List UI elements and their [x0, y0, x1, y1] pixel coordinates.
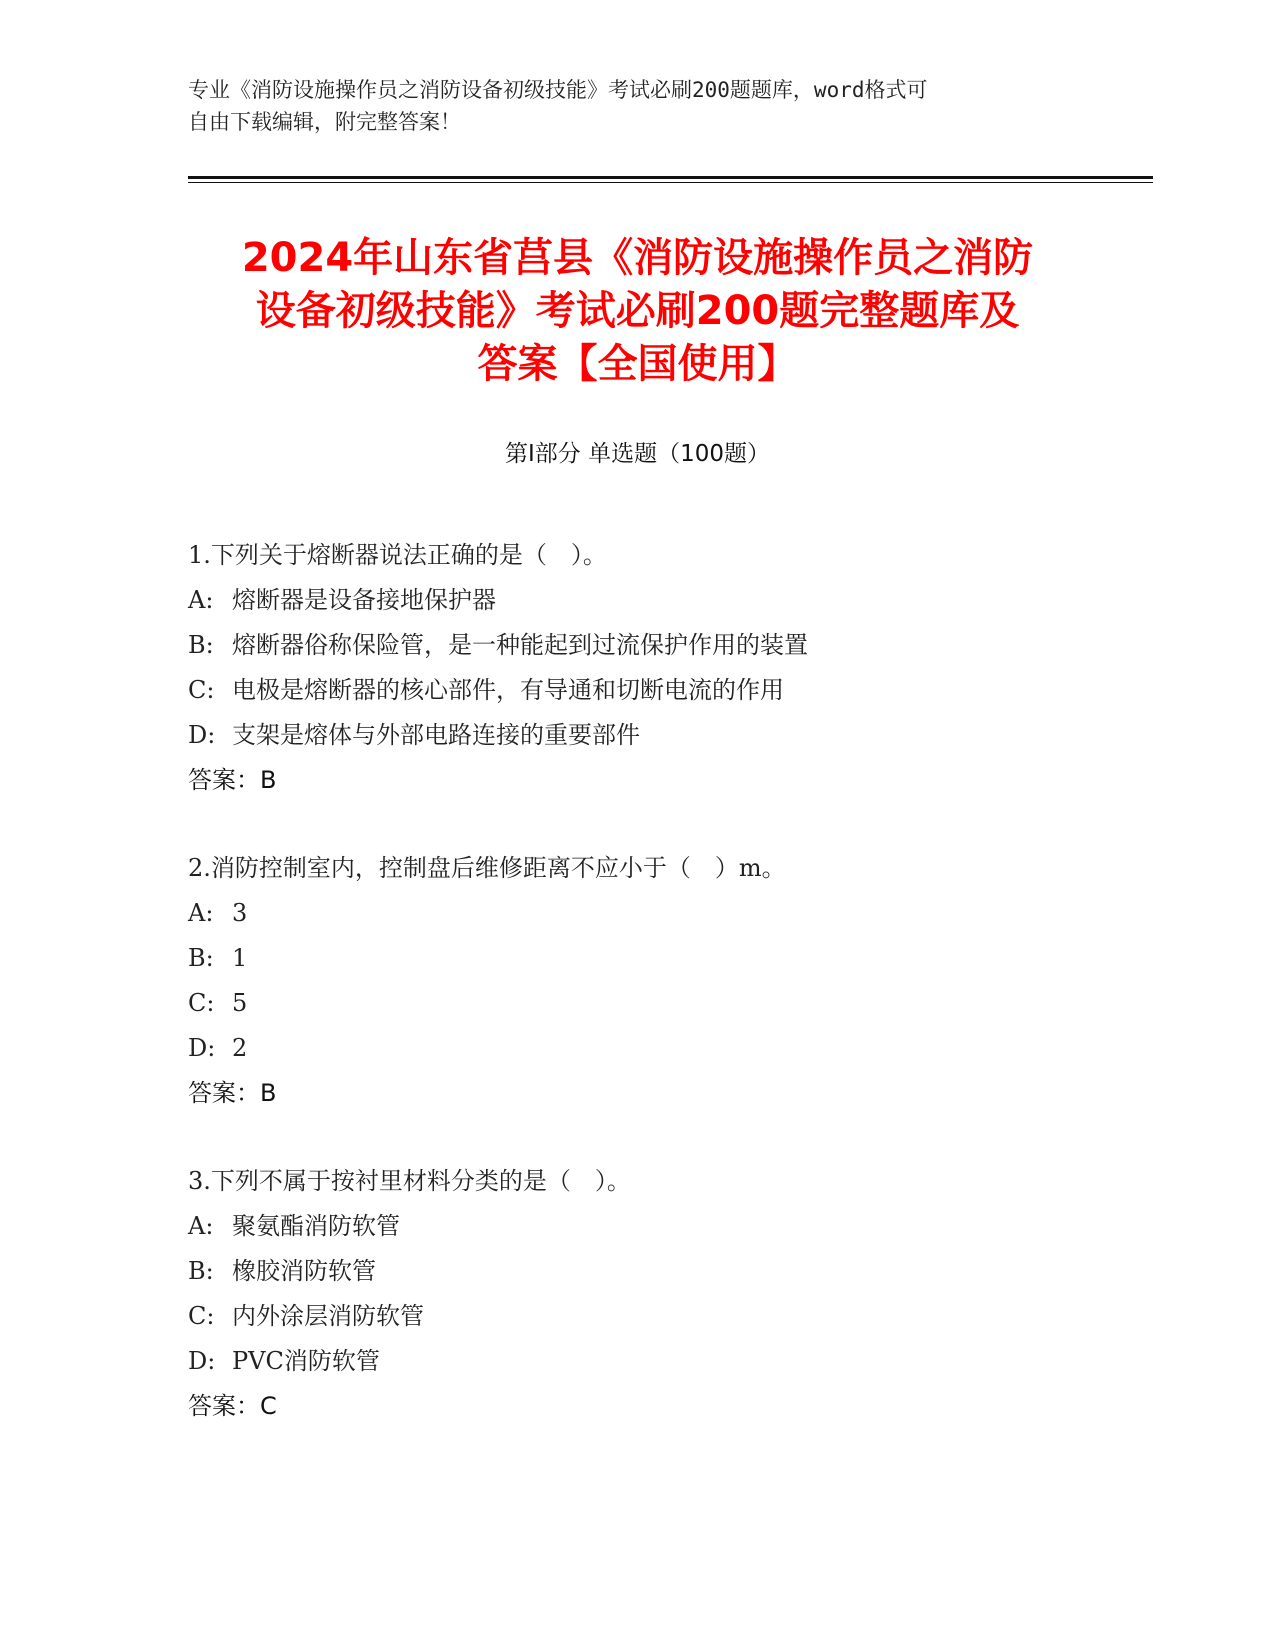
- answer-line: 答案：C: [188, 1392, 277, 1420]
- answer-line: 答案：B: [188, 1079, 277, 1107]
- option-c: [188, 668, 1148, 713]
- option-label: B:: [188, 944, 214, 972]
- question-2: [188, 846, 1148, 1116]
- answer-line: 答案：B: [188, 766, 277, 794]
- option-text: 橡胶消防软管: [232, 1257, 376, 1285]
- option-d: [188, 1339, 1148, 1384]
- question-1: [188, 533, 1148, 803]
- option-b: [188, 623, 1148, 668]
- option-text: 聚氨酯消防软管: [232, 1212, 400, 1240]
- option-a: [188, 578, 1148, 623]
- option-label: D:: [188, 721, 216, 749]
- title-line-3: 答案【全国使用】: [477, 341, 798, 387]
- option-label: C:: [188, 989, 215, 1017]
- question-stem: 2.消防控制室内，控制盘后维修距离不应小于（ ）m。: [188, 854, 786, 882]
- section-title: 第I部分 单选题（100题）: [505, 441, 770, 467]
- option-label: A:: [188, 899, 214, 927]
- option-label: D:: [188, 1347, 216, 1375]
- document-title: [150, 232, 1125, 391]
- option-text: 1: [232, 944, 248, 972]
- option-d: [188, 1026, 1148, 1071]
- option-label: B:: [188, 1257, 214, 1285]
- option-text: 熔断器是设备接地保护器: [232, 586, 496, 614]
- option-text: 熔断器俗称保险管，是一种能起到过流保护作用的装置: [232, 631, 808, 659]
- option-text: 3: [232, 899, 248, 927]
- option-label: A:: [188, 1212, 214, 1240]
- header-note: [188, 74, 1068, 138]
- option-a: [188, 1204, 1148, 1249]
- question-3: [188, 1159, 1148, 1429]
- option-c: [188, 1294, 1148, 1339]
- option-label: A:: [188, 586, 214, 614]
- option-label: B:: [188, 631, 214, 659]
- question-stem: 3.下列不属于按衬里材料分类的是（ ）。: [188, 1167, 631, 1195]
- option-b: [188, 1249, 1148, 1294]
- option-text: 5: [232, 989, 248, 1017]
- question-stem: 1.下列关于熔断器说法正确的是（ ）。: [188, 541, 607, 569]
- title-line-2: 设备初级技能》考试必刷200题完整题库及: [255, 288, 1020, 334]
- option-label: C:: [188, 1302, 215, 1330]
- question-list: [188, 533, 1148, 1472]
- option-b: [188, 936, 1148, 981]
- option-label: D:: [188, 1034, 216, 1062]
- option-text: 支架是熔体与外部电路连接的重要部件: [232, 721, 640, 749]
- option-text: 2: [232, 1034, 248, 1062]
- option-label: C:: [188, 676, 215, 704]
- option-a: [188, 891, 1148, 936]
- option-text: 电极是熔断器的核心部件，有导通和切断电流的作用: [232, 676, 784, 704]
- option-text: 内外涂层消防软管: [232, 1302, 424, 1330]
- header-note-line-2: 自由下载编辑，附完整答案！: [188, 110, 461, 134]
- option-d: [188, 713, 1148, 758]
- header-divider-thin: [188, 182, 1153, 183]
- title-line-1: 2024年山东省莒县《消防设施操作员之消防: [241, 235, 1034, 281]
- header-note-line-1: 专业《消防设施操作员之消防设备初级技能》考试必刷200题题库，word格式可: [188, 78, 928, 102]
- header-divider-thick: [188, 176, 1153, 179]
- option-c: [188, 981, 1148, 1026]
- option-text: PVC消防软管: [232, 1347, 380, 1375]
